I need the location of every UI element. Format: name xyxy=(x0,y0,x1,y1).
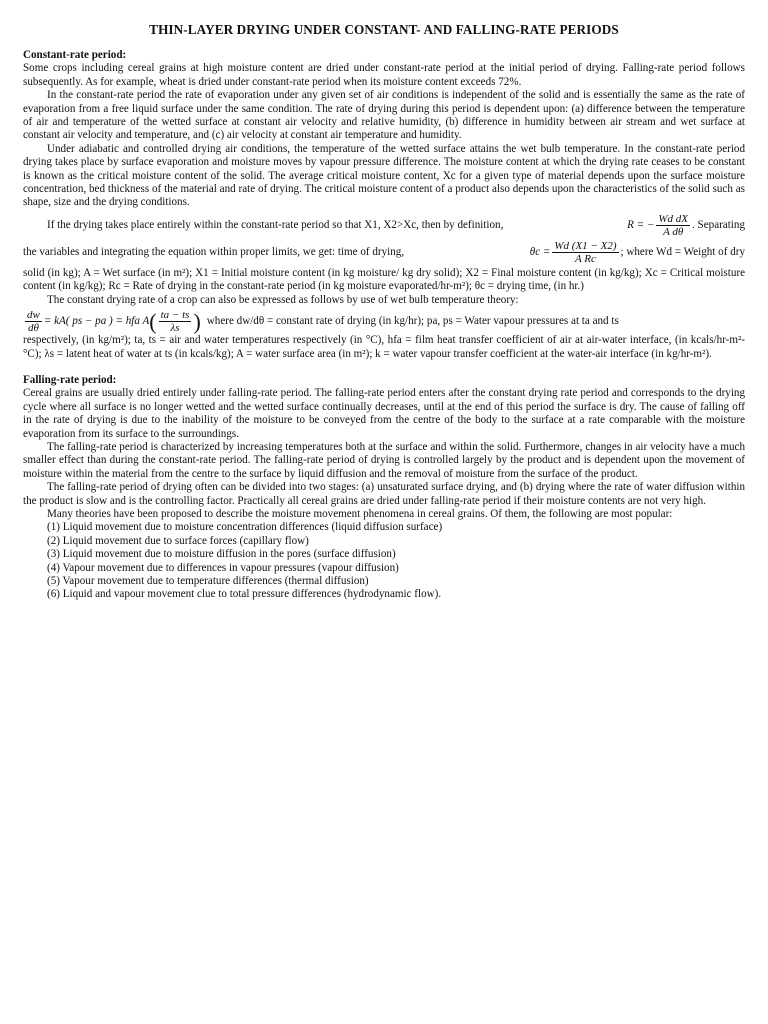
dw-dtheta-fraction xyxy=(25,309,42,334)
page-title: THIN-LAYER DRYING UNDER CONSTANT- AND FALLING-RATE PERIODS xyxy=(149,22,619,37)
time-eq-fraction xyxy=(552,240,618,265)
time-eq-denominator: A Rc xyxy=(575,252,596,265)
time-eq-numerator: Wd (X1 − X2) xyxy=(554,239,617,252)
falling-p3: The falling-rate period of drying often can be divided into two stages: (a) unsaturated surface drying, and (b) drying where the rate of water diffusion within the product is slow and is the controlling factor. Practically all cereal grains are dried under falling-rate period if their moisture contents are not very high. xyxy=(23,481,745,507)
list-item: (2) Liquid movement due to surface forces (capillary flow) xyxy=(47,534,309,547)
falling-rate-heading: Falling-rate period: xyxy=(23,373,117,386)
falling-p4: Many theories have been proposed to describe the moisture movement phenomena in cereal grains. Of them, the following are most popular: xyxy=(47,507,673,520)
definition-line xyxy=(23,213,745,238)
constant-p2: In the constant-rate period the rate of evaporation under any given set of air conditions is independent of the solid and is essentially the same as the rate of evaporation from a free liquid surface under the same condition. The rate of drying during this period is dependent upon: (a) difference between the temperature of air and temperature of the wetted surface at constant air velocity and relative humidity, (b) difference in humidity between air stream and wet surface at constant air velocity and temperature, and (c) air velocity at constant air temperature and humidity. xyxy=(23,89,745,142)
open-paren: ( xyxy=(149,308,157,334)
dw-numerator: dw xyxy=(27,309,40,322)
time-tail: ; where Wd = Weight of dry xyxy=(620,245,745,258)
wet-bulb-equation xyxy=(23,309,201,334)
temp-diff-numerator: ta − ts xyxy=(160,309,190,322)
constant-p7: The constant drying rate of a crop can also be expressed as follows by use of wet bulb temperature theory: xyxy=(47,293,519,306)
time-eq-lhs: θc = xyxy=(529,245,551,258)
falling-p1: Cereal grains are usually dried entirely under falling-rate period. The falling-rate period enters after the constant drying rate period and corresponds to the drying cycle where all surface is no longer wetted and the wetted surface continually decreases, until at the end of this period the surface is dry. The cause of falling off in the rate of drying is due to the inability of the moisture to be conveyed from the centre of the body to the surface at a rate comparable with the moisture evaporation from its surface to the surroundings. xyxy=(23,387,745,440)
wet-bulb-mid: = kA( ps − pa ) = hfa A xyxy=(43,314,150,327)
time-of-drying-line xyxy=(23,240,745,265)
list-item: (1) Liquid movement due to moisture concentration differences (liquid diffusion surface) xyxy=(47,521,443,534)
rate-equation xyxy=(627,213,692,238)
time-lead: the variables and integrating the equation within proper limits, we get: time of drying, xyxy=(23,245,405,258)
rate-eq-lhs: R = − xyxy=(627,218,655,231)
list-item: (4) Vapour movement due to differences in vapour pressures (vapour diffusion) xyxy=(47,561,399,574)
rate-eq-denominator: A dθ xyxy=(663,225,684,238)
dtheta-denominator: dθ xyxy=(27,322,39,335)
latent-heat-denominator: λs xyxy=(170,322,180,335)
list-item: (6) Liquid and vapour movement clue to total pressure differences (hydrodynamic flow). xyxy=(47,588,442,601)
falling-p2: The falling-rate period is characterized by increasing temperatures both at the surface and within the solid. Furthermore, changes in air velocity have a much smaller effect than during the constant-rate period. The falling-rate period of drying is controlled largely by the product and is dependent upon the movement of moisture within the material from the centre to the surface by liquid diffusion and the removal of moisture from the surface of the product. xyxy=(23,440,745,480)
definition-tail: . Separating xyxy=(692,218,745,231)
temp-diff-fraction xyxy=(159,309,192,334)
rate-eq-numerator: Wd dX xyxy=(658,212,688,225)
wet-bulb-equation-line xyxy=(23,309,745,334)
constant-p9: respectively, (in kg/m²); ta, ts = air and water temperatures respectively (in °C), hfa = film heat transfer coefficient of air at air-water interface, (in kcals/hr-m²-°C); λs = latent heat of water at ts (in kcals/kg); A = water surface area (in m²); k = water vapour transfer coefficient at the water-air interface (in kg/hr-m²). xyxy=(23,334,745,360)
theories-list xyxy=(23,521,745,601)
time-equation xyxy=(530,240,621,265)
wet-bulb-lead: where dw/dθ = constant rate of drying (in kg/hr); pa, ps = Water vapour pressures at ta and ts xyxy=(206,314,619,327)
constant-p6: solid (in kg); A = Wet surface (in m²); X1 = Initial moisture content (in kg moisture/ kg dry solid); X2 = Final moisture content (in kg/kg); Xc = Critical moisture content (in kg/kg); Rc = Rate of drying in the constant-rate period (in kg moisture evaporated/hr-m²); θc = drying time, (in hr.) xyxy=(23,266,745,293)
constant-rate-heading: Constant-rate period: xyxy=(23,49,127,61)
list-item: (5) Vapour movement due to temperature differences (thermal diffusion) xyxy=(47,575,369,587)
rate-eq-fraction xyxy=(656,213,690,238)
constant-p3: Under adiabatic and controlled drying air conditions, the temperature of the wetted surface attains the wet bulb temperature. In the constant-rate period drying takes place by surface evaporation and moisture moves by vapour pressure difference. The moisture content at which the drying rate ceases to be constant is known as the critical moisture content of the solid. The average critical moisture content, Xc for a given type of material depends upon the surface moisture concentration, bed thickness of the material and rate of drying. The critical moisture content of a product also depends upon the characteristics of the solid such as shape, size and the drying conditions. xyxy=(23,142,745,209)
definition-lead: If the drying takes place entirely within the constant-rate period so that X1, X2>Xc, then by definition, xyxy=(47,218,504,231)
close-paren: ) xyxy=(193,308,201,334)
constant-p1: Some crops including cereal grains at high moisture content are dried under constant-rate period at the initial period of drying. Falling-rate period follows subsequently. As for example, wheat is dried under constant-rate period when its moisture content exceeds 72%. xyxy=(23,62,745,88)
list-item: (3) Liquid movement due to moisture diffusion in the pores (surface diffusion) xyxy=(47,548,396,561)
